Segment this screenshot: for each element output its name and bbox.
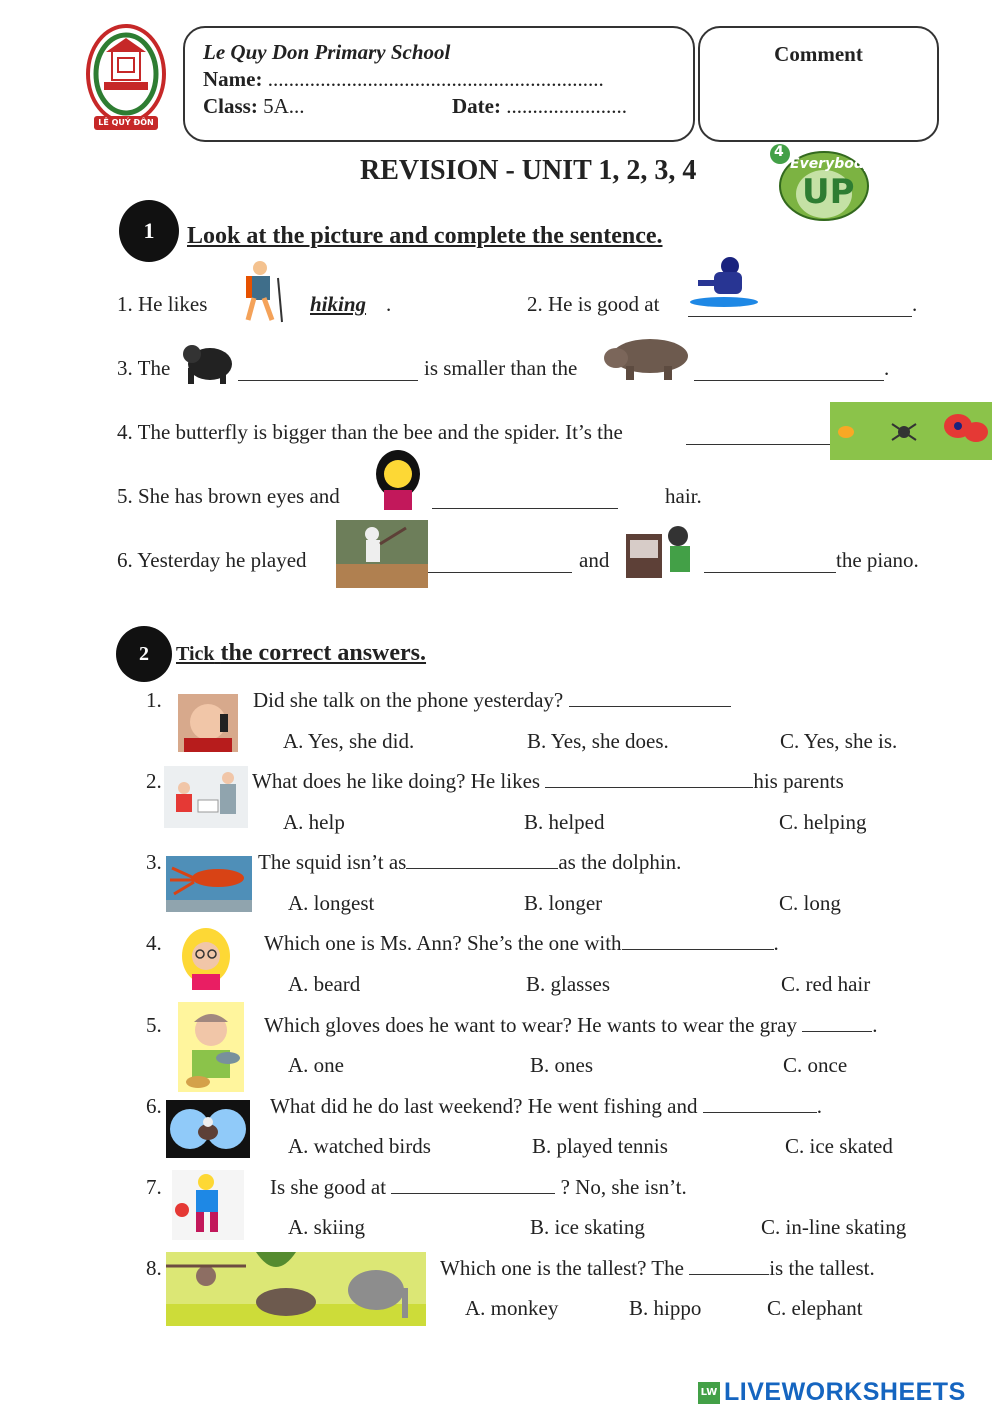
section-2-heading	[176, 640, 426, 667]
skater-girl-picture	[172, 1170, 244, 1240]
q1-text	[253, 688, 731, 713]
liveworksheets-logo[interactable]	[698, 1378, 966, 1408]
q5-tail: .	[872, 1013, 878, 1037]
answer-hiking: hiking	[310, 292, 367, 316]
q4-option-c[interactable]: C. red hair	[781, 972, 871, 996]
q4-tail: .	[773, 931, 779, 955]
everybody-up-badge	[768, 142, 876, 226]
animals-picture	[166, 1252, 426, 1326]
squid-picture	[166, 856, 252, 912]
school-name: Le Quy Don Primary School	[203, 40, 451, 64]
q6-option-b[interactable]: B. played tennis	[532, 1134, 668, 1158]
q4-number: 4.	[146, 931, 162, 955]
girl-picture	[368, 446, 428, 510]
q3-question: The squid isn’t as	[258, 850, 407, 874]
q7-option-a[interactable]: A. skiing	[288, 1215, 366, 1239]
s1-item-3-text: 3. The	[117, 356, 171, 380]
binoculars-bird-picture	[166, 1100, 250, 1158]
q3-blank[interactable]	[406, 850, 558, 869]
section-2-number: 2	[116, 626, 172, 682]
q7-tail: ? No, she isn’t.	[560, 1175, 687, 1199]
date-field[interactable]: .......................	[506, 94, 627, 118]
q5-option-c[interactable]: C. once	[783, 1053, 848, 1077]
q2-question: What does he like doing? He likes	[252, 769, 541, 793]
q7-option-c[interactable]: C. in-line skating	[761, 1215, 907, 1239]
q2-text	[252, 769, 844, 794]
s1-item-6-end: the piano.	[836, 548, 919, 572]
s1-item-6-text: 6. Yesterday he played	[117, 548, 307, 572]
q6-text	[270, 1094, 822, 1119]
baseball-picture	[336, 520, 428, 588]
s1-item-5-end: hair.	[665, 484, 702, 508]
q8-text	[440, 1256, 875, 1281]
q3-option-c[interactable]: C. long	[779, 891, 841, 915]
badge-number: 4	[774, 144, 784, 160]
section-1-number: 1	[119, 200, 179, 262]
q2-option-a[interactable]: A. help	[283, 810, 345, 834]
date-row	[452, 94, 627, 119]
comment-box	[698, 26, 939, 142]
q2-tail: his parents	[753, 769, 844, 793]
q7-text	[270, 1175, 687, 1200]
q4-text	[264, 931, 779, 956]
gloves-boy-picture	[178, 1002, 244, 1092]
page-title: REVISION - UNIT 1, 2, 3, 4	[360, 155, 697, 186]
q6-question: What did he do last weekend? He went fishing and	[270, 1094, 698, 1118]
q6-number: 6.	[146, 1094, 162, 1118]
q2-option-c[interactable]: C. helping	[779, 810, 867, 834]
ms-ann-picture	[176, 926, 236, 990]
q1-number: 1.	[146, 688, 162, 712]
student-info-box	[183, 26, 695, 142]
comment-label: Comment	[774, 42, 863, 66]
helping-parents-picture	[164, 766, 248, 828]
class-label: Class:	[203, 94, 258, 118]
q1-blank[interactable]	[569, 688, 731, 707]
badge-up: UP	[802, 172, 855, 212]
badge-word: Everybody	[790, 156, 874, 172]
s1-item-6-mid: and	[579, 548, 610, 572]
q5-option-b[interactable]: B. ones	[530, 1053, 593, 1077]
q1-option-a[interactable]: A. Yes, she did.	[283, 729, 415, 753]
q8-question: Which one is the tallest? The	[440, 1256, 684, 1280]
q7-question: Is she good at	[270, 1175, 387, 1199]
q5-number: 5.	[146, 1013, 162, 1037]
q5-question: Which gloves does he want to wear? He wants to wear the gray	[264, 1013, 797, 1037]
s1-item-3-blank-2[interactable]	[694, 362, 884, 381]
q4-question: Which one is Ms. Ann? She’s the one with	[264, 931, 622, 955]
q6-option-a[interactable]: A. watched birds	[288, 1134, 431, 1158]
q3-text	[258, 850, 681, 875]
piano-picture	[620, 514, 702, 582]
q1-option-b[interactable]: B. Yes, she does.	[527, 729, 669, 753]
q4-option-a[interactable]: A. beard	[288, 972, 361, 996]
q5-text	[264, 1013, 877, 1038]
school-logo	[84, 22, 168, 136]
q2-blank[interactable]	[545, 769, 753, 788]
s1-item-5-blank[interactable]	[432, 490, 618, 509]
s1-item-1-end: .	[386, 292, 392, 316]
q8-option-a[interactable]: A. monkey	[465, 1296, 559, 1320]
name-label: Name:	[203, 67, 263, 91]
s1-item-6-blank-2[interactable]	[704, 554, 836, 573]
name-row	[203, 67, 604, 92]
s1-item-2-text: 2. He is good at	[527, 292, 660, 316]
gorilla-picture	[180, 336, 236, 386]
q8-option-c[interactable]: C. elephant	[767, 1296, 863, 1320]
s1-item-1-text: 1. He likes	[117, 292, 208, 316]
q7-blank[interactable]	[391, 1175, 555, 1194]
q2-number: 2.	[146, 769, 162, 793]
class-row	[203, 94, 305, 119]
q3-option-b[interactable]: B. longer	[524, 891, 603, 915]
q1-option-c[interactable]: C. Yes, she is.	[780, 729, 898, 753]
s1-item-4-text: 4. The butterfly is bigger than the bee and the spider. It’s the	[117, 420, 623, 444]
logo-text: LÊ QUÝ ĐÔN	[98, 118, 154, 127]
hippo-picture	[604, 332, 694, 382]
q8-number: 8.	[146, 1256, 162, 1280]
q3-number: 3.	[146, 850, 162, 874]
q8-blank[interactable]	[689, 1256, 769, 1275]
s1-item-3-mid: is smaller than the	[424, 356, 578, 380]
section-2-heading-small: Tick	[176, 643, 215, 665]
hiker-picture	[224, 258, 296, 324]
q6-option-c[interactable]: C. ice skated	[785, 1134, 893, 1158]
class-field[interactable]: 5A...	[263, 94, 305, 118]
name-field[interactable]: ................................................................	[267, 67, 604, 91]
q6-blank[interactable]	[703, 1094, 817, 1113]
baby-phone-picture	[178, 694, 238, 752]
q3-option-a[interactable]: A. longest	[288, 891, 375, 915]
s1-item-3-end: .	[884, 356, 890, 380]
s1-item-1-answer[interactable]	[310, 292, 391, 317]
q7-number: 7.	[146, 1175, 162, 1199]
q2-option-b[interactable]: B. helped	[524, 810, 605, 834]
s1-item-3-blank-1[interactable]	[238, 362, 418, 381]
q3-tail: as the dolphin.	[558, 850, 682, 874]
section-1-heading: Look at the picture and complete the sentence.	[187, 223, 663, 249]
s1-item-5-text: 5. She has brown eyes and	[117, 484, 340, 508]
q5-blank[interactable]	[802, 1013, 872, 1032]
bugs-picture	[830, 402, 992, 460]
s1-item-6-blank-1[interactable]	[428, 554, 572, 573]
q7-option-b[interactable]: B. ice skating	[530, 1215, 645, 1239]
liveworksheets-brand: LIVEWORKSHEETS	[724, 1378, 966, 1406]
q8-option-b[interactable]: B. hippo	[629, 1296, 702, 1320]
section-2-heading-main: the correct answers.	[220, 640, 427, 666]
s1-item-2-blank[interactable]	[688, 298, 912, 317]
liveworksheets-mark: LW	[698, 1382, 720, 1404]
q4-blank[interactable]	[622, 931, 774, 950]
date-label: Date:	[452, 94, 501, 118]
q5-option-a[interactable]: A. one	[288, 1053, 344, 1077]
q8-tail: is the tallest.	[769, 1256, 875, 1280]
q1-question: Did she talk on the phone yesterday?	[253, 688, 564, 712]
s1-item-2-end: .	[912, 292, 918, 316]
s1-item-4-blank[interactable]	[686, 426, 832, 445]
q4-option-b[interactable]: B. glasses	[526, 972, 610, 996]
q6-tail: .	[816, 1094, 822, 1118]
